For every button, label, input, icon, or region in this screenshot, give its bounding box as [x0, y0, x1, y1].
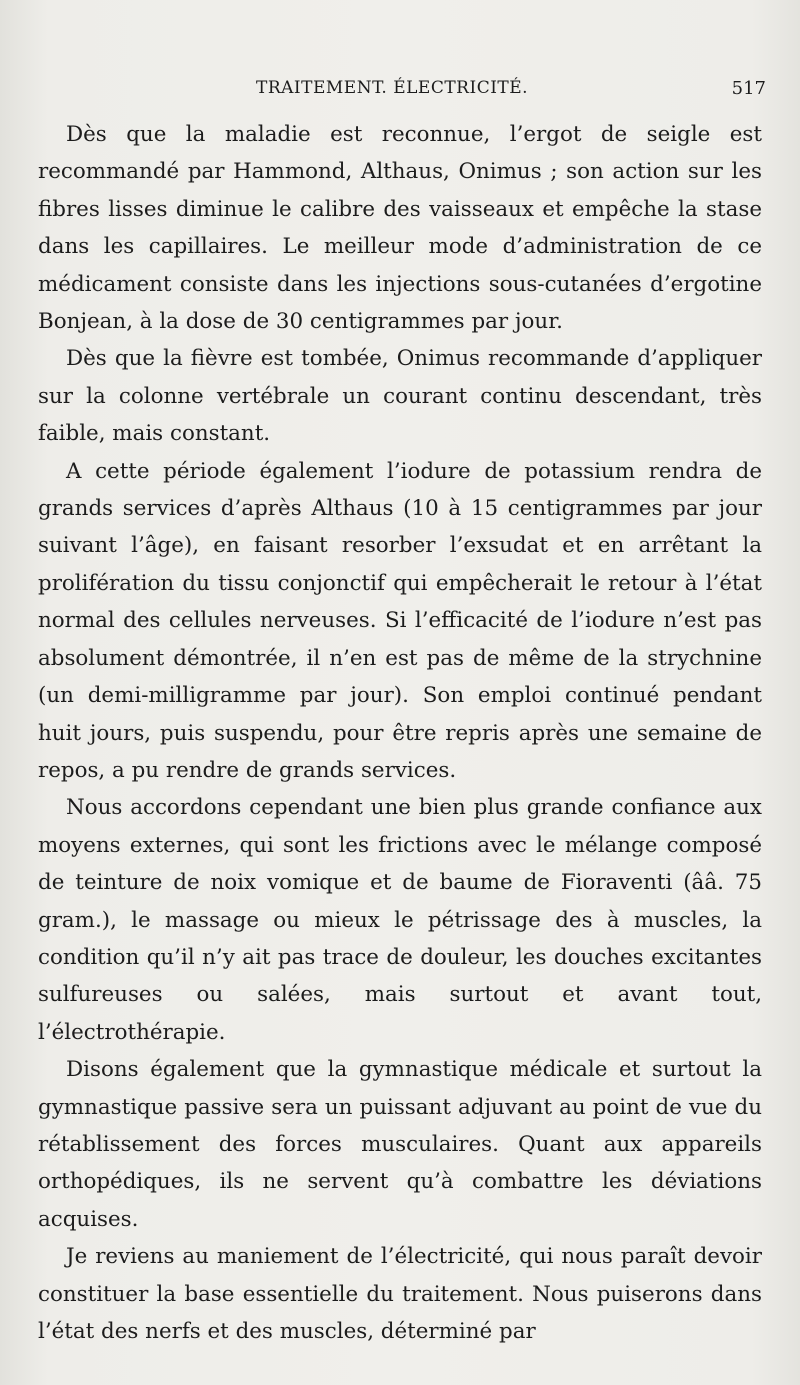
body-text: [38, 116, 762, 1350]
paragraph: Dès que la maladie est reconnue, l’ergot de seigle est recommandé par Hammond, Althaus, Onimus ; son action sur les fibres lisses diminue le calibre des vaisseaux et empêche la stase dans les capillaires. Le meilleur mode d’administration de ce médicament consiste dans les injections sous-cutanées d’ergotine Bonjean, à la dose de 30 centigrammes par jour.: [38, 122, 762, 335]
paragraph: Disons également que la gymnastique médicale et surtout la gymnastique passive sera un puissant adjuvant au point de vue du rétablissement des forces musculaires. Quant aux appareils orthopédiques, ils ne servent qu’à combattre les déviations acquises.: [38, 1057, 762, 1232]
running-title: TRAITEMENT. ÉLECTRICITÉ.: [256, 78, 529, 98]
running-head: [36, 78, 766, 106]
paragraph: A cette période également l’iodure de potassium rendra de grands services d’après Althaus (10 à 15 centigrammes par jour suivant l’âge), en faisant resorber l’exsudat et en arrêtant la prolifération du tissu conjonctif qui empêcherait le retour à l’état normal des cellules nerveuses. Si l’efficacité de l’iodure n’est pas absolument démontrée, il n’en est pas de même de la strychnine (un demi-milligramme par jour). Son emploi continué pendant huit jours, puis suspendu, pour être repris après une semaine de repos, a pu rendre de grands services.: [38, 458, 762, 783]
page-number: 517: [731, 78, 766, 99]
paragraph: Nous accordons cependant une bien plus grande confiance aux moyens externes, qui sont les frictions avec le mélange composé de teinture de noix vomique et de baume de Fioraventi (ââ. 75 gram.), le massage ou mieux le pétrissage des à muscles, la condition qu’il n’y ait pas trace de douleur, les douches excitantes sulfureuses ou salées, mais surtout et avant tout, l’électrothérapie.: [38, 795, 762, 1045]
paragraph: Je reviens au maniement de l’électricité, qui nous paraît devoir constituer la base essentielle du traitement. Nous puiserons dans l’état des nerfs et des muscles, déterminé par: [38, 1244, 762, 1344]
paragraph: Dès que la fièvre est tombée, Onimus recommande d’appliquer sur la colonne vertébrale un courant continu descendant, très faible, mais constant.: [38, 346, 762, 447]
